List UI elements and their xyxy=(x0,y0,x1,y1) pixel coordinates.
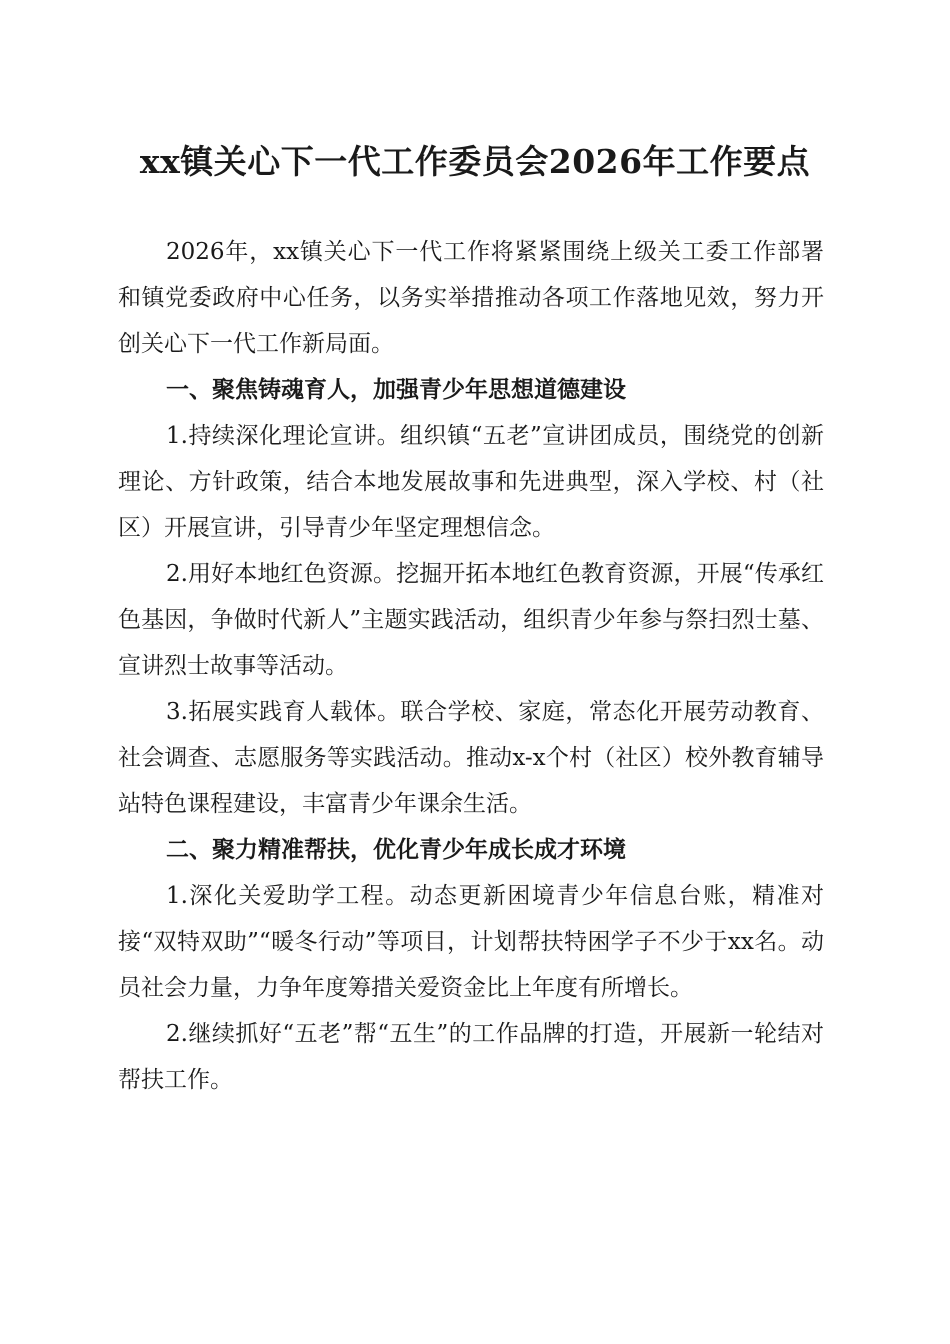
intro-paragraph: 2026年，xx镇关心下一代工作将紧紧围绕上级关工委工作部署和镇党委政府中心任务，以务实举措推动各项工作落地见效，努力开创关心下一代工作新局面。 xyxy=(118,239,824,357)
document-title: xx镇关心下一代工作委员会2026年工作要点 xyxy=(139,142,811,181)
section-heading-1: 一、聚焦铸魂育人，加强青少年思想道德建设 xyxy=(166,377,626,403)
section-1-item-3: 3.拓展实践育人载体。联合学校、家庭，常态化开展劳动教育、社会调查、志愿服务等实践活动。推动x-x个村（社区）校外教育辅导站特色课程建设，丰富青少年课余生活。 xyxy=(118,699,824,817)
section-2-item-2: 2.继续抓好“五老”帮“五生”的工作品牌的打造，开展新一轮结对帮扶工作。 xyxy=(118,1021,824,1093)
section-heading-2: 二、聚力精准帮扶，优化青少年成长成才环境 xyxy=(166,837,626,863)
section-2-item-1: 1.深化关爱助学工程。动态更新困境青少年信息台账，精准对接“双特双助”“暖冬行动”等项目，计划帮扶特困学子不少于xx名。动员社会力量，力争年度筹措关爱资金比上年度有所增长。 xyxy=(118,883,824,1001)
section-1-item-1: 1.持续深化理论宣讲。组织镇“五老”宣讲团成员，围绕党的创新理论、方针政策，结合本地发展故事和先进典型，深入学校、村（社区）开展宣讲，引导青少年坚定理想信念。 xyxy=(118,423,824,541)
section-1-item-2: 2.用好本地红色资源。挖掘开拓本地红色教育资源，开展“传承红色基因，争做时代新人”主题实践活动，组织青少年参与祭扫烈士墓、宣讲烈士故事等活动。 xyxy=(118,561,824,679)
document-body xyxy=(118,229,824,1103)
